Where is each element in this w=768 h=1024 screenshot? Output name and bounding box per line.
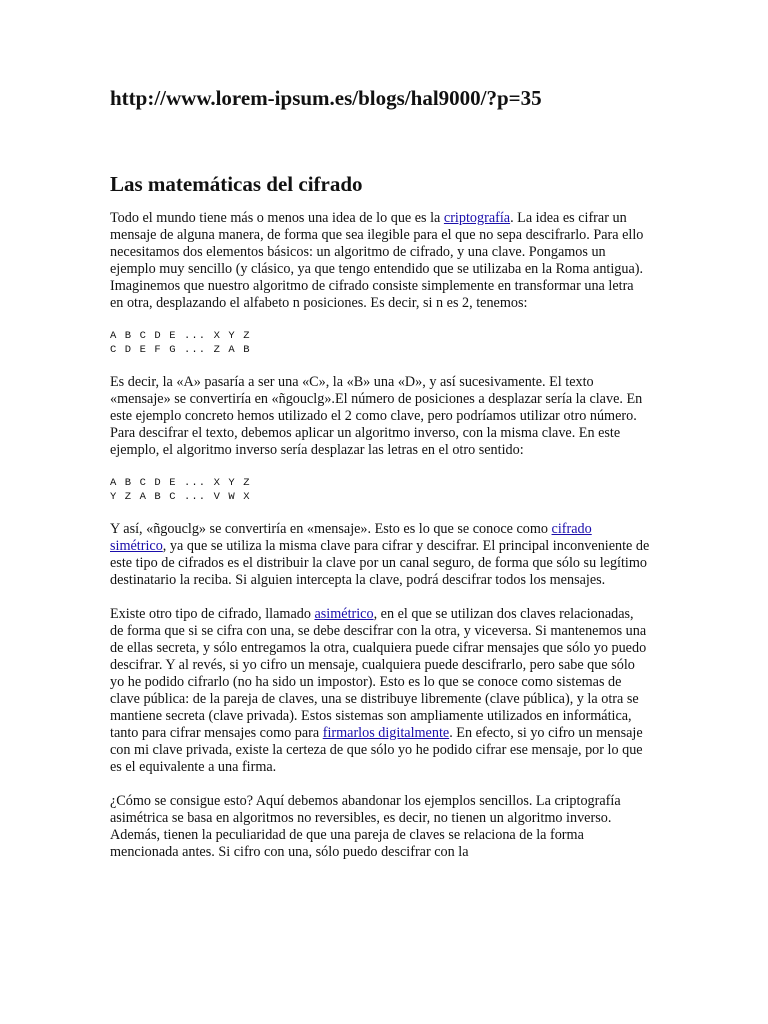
url-heading: http://www.lorem-ipsum.es/blogs/hal9000/?p=35: [110, 86, 542, 110]
code-line: A B C D E ... X Y Z: [110, 477, 251, 489]
link-firmarlos-digitalmente[interactable]: firmarlos digitalmente: [322, 725, 450, 741]
code-line: A B C D E ... X Y Z: [110, 330, 251, 342]
article-title: Las matemáticas del cifrado: [110, 172, 363, 196]
paragraph-asymmetric: [110, 606, 650, 776]
code-line: C D E F G ... Z A B: [110, 344, 251, 356]
paragraph-how: ¿Cómo se consigue esto? Aquí debemos abandonar los ejemplos sencillos. La criptografía asimétrica se basa en algoritmos no reversibles, es decir, no tienen un algoritmo inverso. Además, tienen la peculiaridad de que una pareja de claves se relaciona de la forma mencionada antes. Si cifro con una, sólo puedo descifrar con la: [110, 793, 621, 860]
link-criptografia[interactable]: criptografía: [443, 210, 511, 226]
paragraph-intro: [110, 210, 650, 312]
paragraph-asymmetric-text-end: . En efecto, si yo cifro un mensaje con mi clave privada, existe la certeza de que sólo yo he podido cifrar ese mensaje, por lo que es el equivalente a una firma.: [110, 725, 643, 775]
paragraph-symmetric-text-end: , ya que se utiliza la misma clave para cifrar y descifrar. El principal inconveniente de este tipo de cifrados es el distribuir la clave por un canal seguro, de forma que sólo su legítimo destinatario la reciba. Si alguien intercepta la clave, podrá descifrar todos los mensajes.: [110, 538, 650, 588]
code-example-cipher: [110, 329, 650, 357]
paragraph-asymmetric-text-start: Existe otro tipo de cifrado, llamado: [110, 606, 315, 622]
link-asimetrico[interactable]: asimétrico: [314, 606, 374, 622]
code-example-decipher: [110, 476, 650, 504]
paragraph-explanation: Es decir, la «A» pasaría a ser una «C», la «B» una «D», y así sucesivamente. El texto «mensaje» se convertiría en «ñgouclg».El número de posiciones a desplazar sería la clave. En este ejemplo concreto hemos utilizado el 2 como clave, pero podríamos utilizar otro número. Para descifrar el texto, debemos aplicar un algoritmo inverso, con la misma clave. En este ejemplo, el algoritmo inverso sería desplazar las letras en el otro sentido:: [110, 374, 643, 458]
code-line: Y Z A B C ... V W X: [110, 491, 251, 503]
paragraph-symmetric-text-start: Y así, «ñgouclg» se convertiría en «mensaje». Esto es lo que se conoce como: [110, 521, 552, 537]
article-body: [110, 210, 650, 878]
paragraph-asymmetric-text-middle: , en el que se utilizan dos claves relacionadas, de forma que si se cifra con una, se debe descifrar con la otra, y viceversa. Si mantenemos una de ellas secreta, y sólo entregamos la otra, cualquiera puede cifrar mensajes que sólo yo puedo descifrar. Y al revés, si yo cifro un mensaje, cualquiera puede descifrarlo, pero sabe que sólo yo he podido cifrarlo (no ha sido un impostor). Esto es lo que se conoce como sistemas de clave pública: de la pareja de claves, una se distribuye libremente (clave pública), y la otra se mantiene secreta (clave privada). Estos sistemas son ampliamente utilizados en informática, tanto para cifrar mensajes como para: [110, 606, 647, 741]
link-cifrado-simetrico[interactable]: cifrado simétrico: [110, 521, 592, 554]
paragraph-intro-text-start: Todo el mundo tiene más o menos una idea de lo que es la: [110, 210, 444, 226]
paragraph-intro-text-end: . La idea es cifrar un mensaje de alguna manera, de forma que sea ilegible para el que no sepa descifrarlo. Para ello necesitamos dos elementos básicos: un algoritmo de cifrado, y una clave. Pongamos un ejemplo muy sencillo (y clásico, ya que tengo entendido que se utilizaba en la Roma antigua). Imaginemos que nuestro algoritmo de cifrado consiste simplemente en transformar una letra en otra, desplazando el alfabeto n posiciones. Es decir, si n es 2, tenemos:: [110, 210, 644, 311]
paragraph-symmetric: [110, 521, 650, 589]
